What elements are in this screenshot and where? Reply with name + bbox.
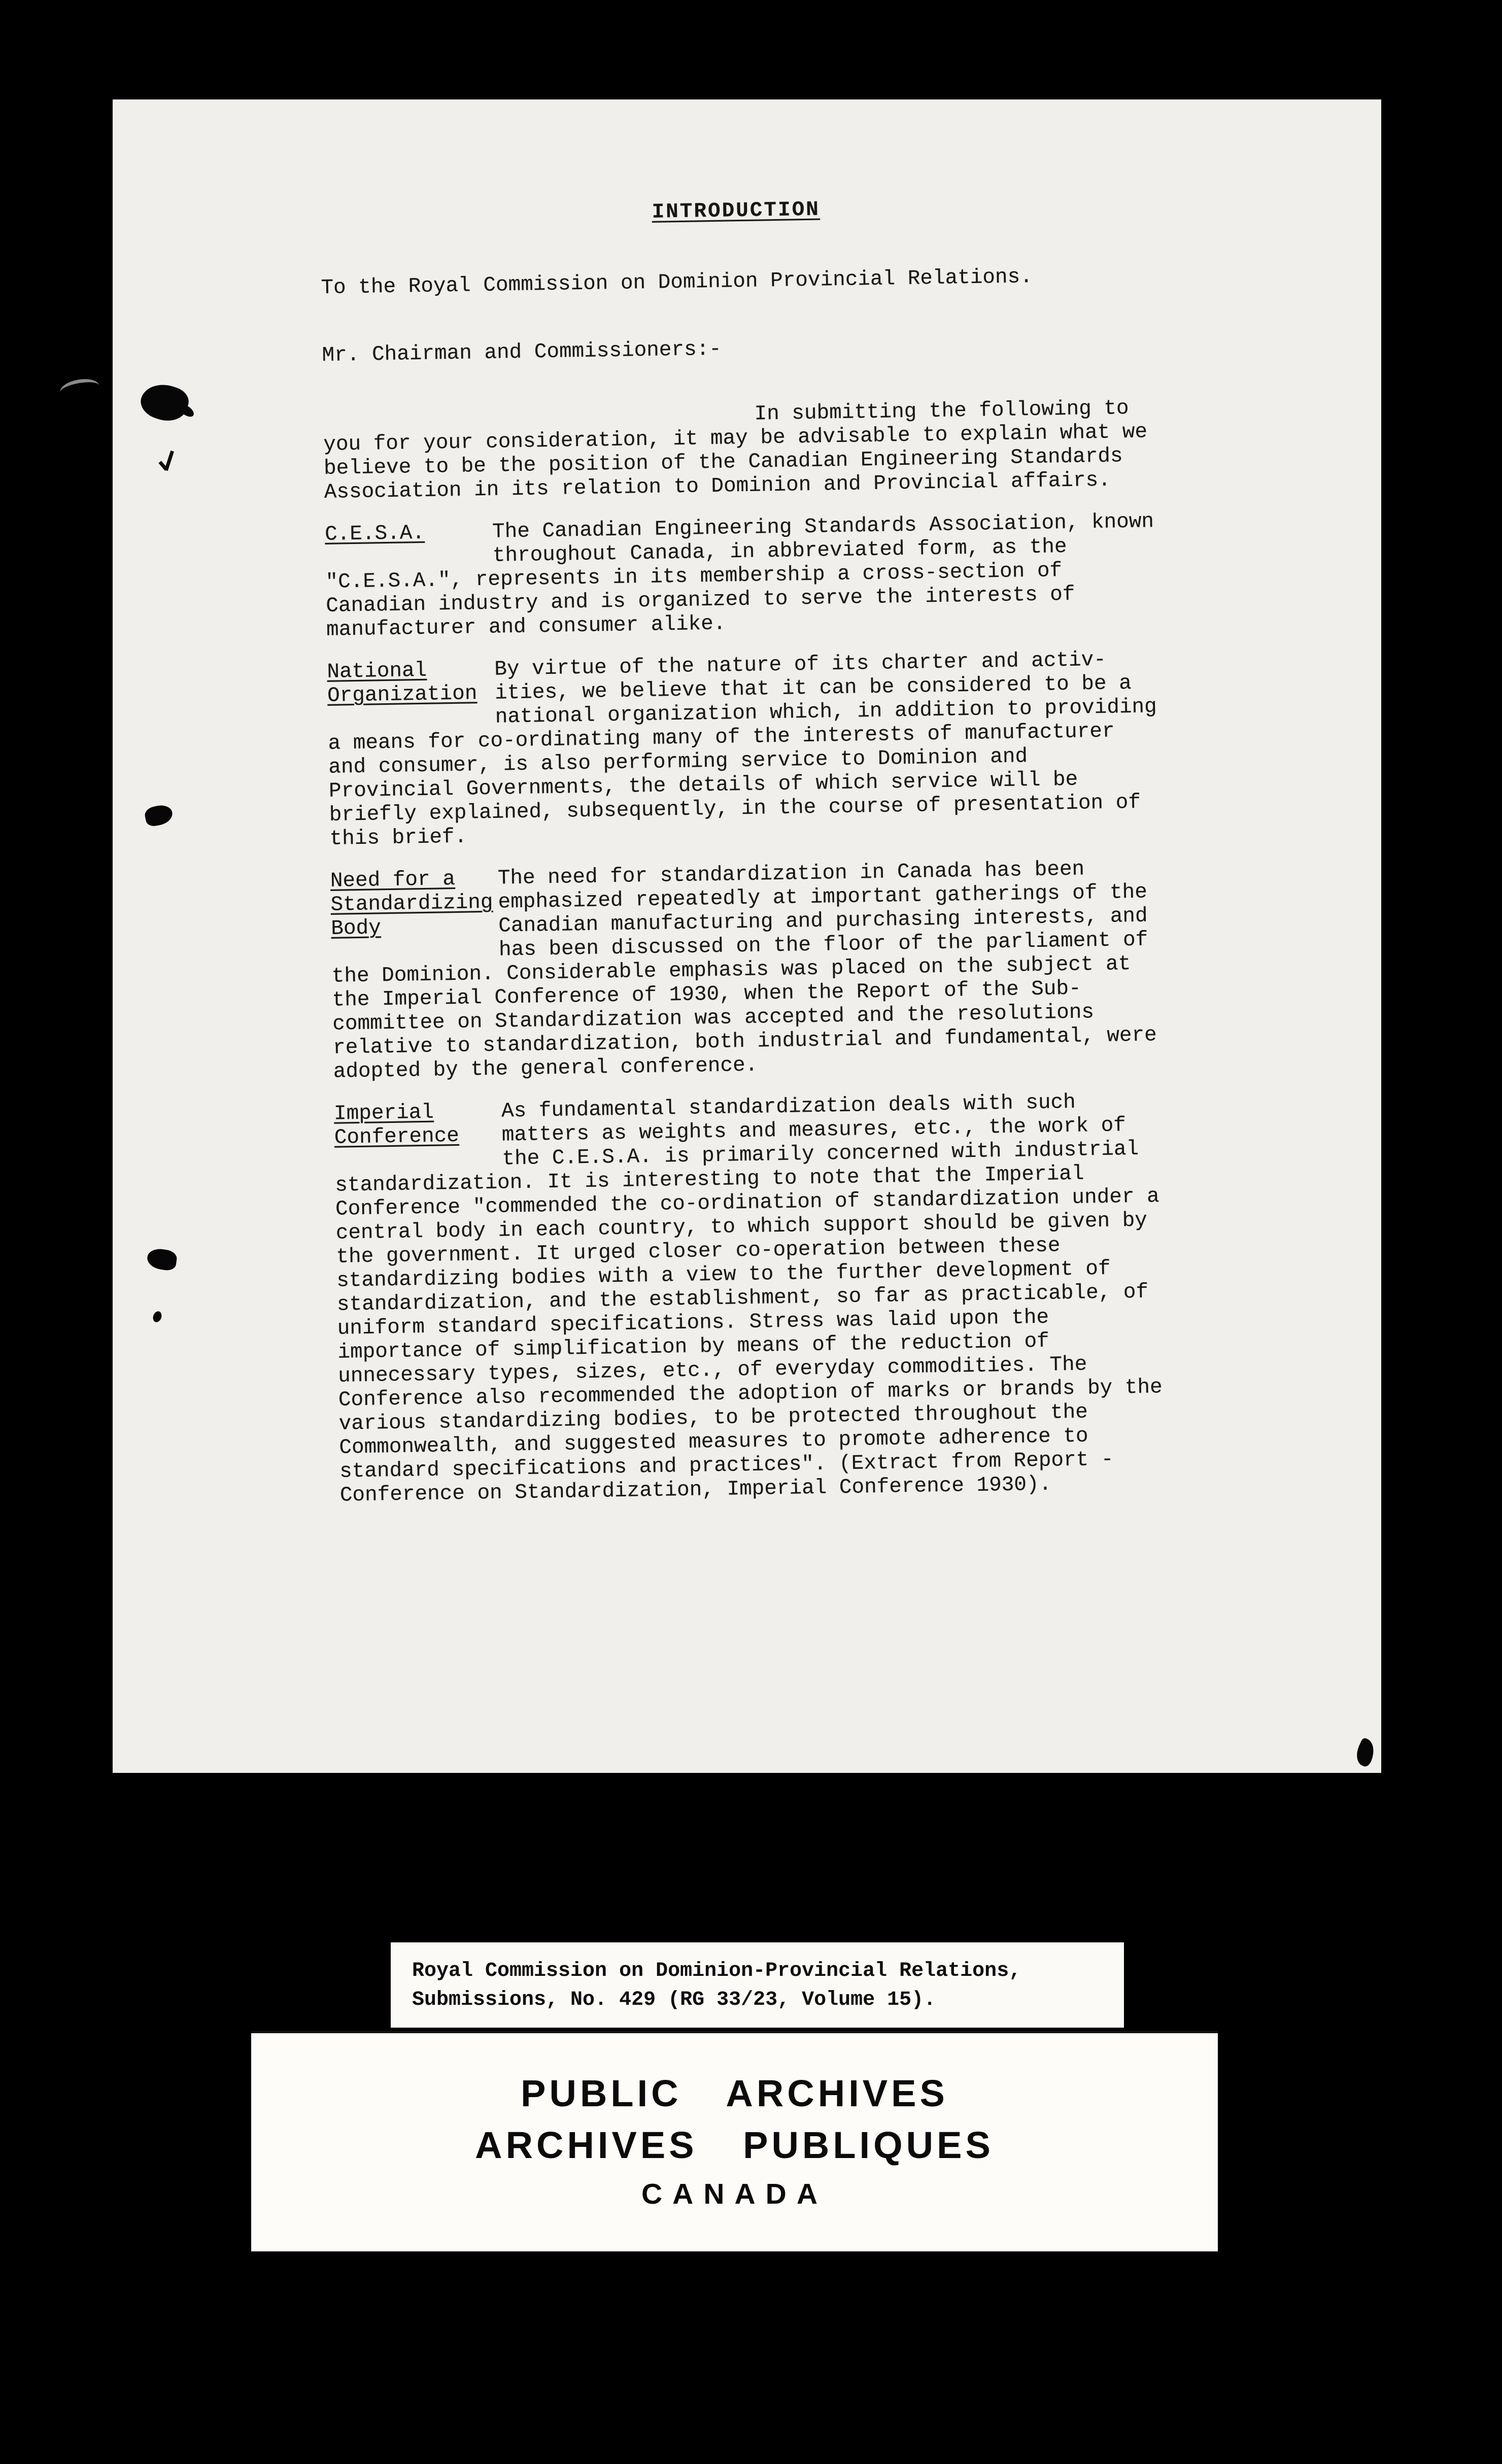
section-need-for-standardizing-body: [330, 857, 1166, 1084]
typed-content: [320, 193, 1173, 1526]
provenance-line-1: Royal Commission on Dominion-Provincial Relations,: [412, 1960, 1021, 1982]
section-body-imperial-conference: As fundamental standardization deals with such matters as weights and measures, etc., the work of the C.E.S.A. is primarily concerned with industrial standardization. It is interesting to note that the Imperial Conference "commended the co-ordination of standardization under a central body in each country, to which support should be given by the government. It urged closer co-operation between these standardizing bodies with a view to the further development of standardization, and the establishment, so far as practicable, of uniform standard specifications. Stress was laid upon the importance of simplification by means of the reduction of unnecessary types, sizes, etc., of everyday commodities. The Conference also recommended the adoption of marks or brands by the various standardizing bodies, to be protected throughout the Commonwealth, and suggested measures to promote adherence to standard specifications and practices". (Extract from Report - Conference on Standardization, Imperial Conference 1930).: [334, 1090, 1163, 1508]
section-heading-cesa: C.E.S.A.: [324, 521, 425, 546]
scan-artifact-corner-mark: [1352, 1737, 1379, 1768]
intro-paragraph: In submitting the following to you for your consideration, it may be advisable to explain what we believe to be the position of the Canadian Engineering Standards Association in its relation to Dominion and Provincial affairs.: [323, 397, 1148, 504]
section-heading-imperial-conference: Imperial Conference: [333, 1101, 460, 1150]
provenance-label: [391, 1942, 1124, 2028]
section-body-cesa: The Canadian Engineering Standards Association, known throughout Canada, in abbreviated form, as the "C.E.S.A.", represents in its membership a cross-section of Canadian industry and is organized to serve the interests of manufacturer and consumer alike.: [325, 510, 1154, 642]
archives-line-english: PUBLIC ARCHIVES: [521, 2072, 948, 2114]
archives-line-canada: CANADA: [641, 2178, 828, 2210]
section-heading-need-for-standardizing-body: Need for a Standardizing Body: [330, 867, 493, 941]
document-page: [113, 99, 1381, 1773]
section-body-national-organization: By virtue of the nature of its charter and activ-ities, we believe that it can be considered to be a national organization which, in addition to providing a means for co-ordinating many of the interests of manufacturer and consumer, is also performing service to Dominion and Provincial Governments, the details of which service will be briefly explained, subsequently, in the course of presentation of this brief.: [328, 648, 1157, 851]
archives-line-french: ARCHIVES PUBLIQUES: [475, 2124, 994, 2166]
document-title: INTRODUCTION: [652, 198, 821, 224]
scan-artifact-blob: [146, 1247, 178, 1272]
address-line: To the Royal Commission on Dominion Provincial Relations.: [321, 265, 1033, 300]
section-cesa: [325, 510, 1158, 642]
section-heading-national-organization: National Organization: [327, 659, 477, 708]
public-archives-label: [251, 2031, 1218, 2251]
scan-artifact-blob: [144, 803, 175, 828]
scan-artifact-curl: [58, 377, 100, 402]
salutation-line: Mr. Chairman and Commissioners:-: [322, 337, 722, 367]
scan-artifact-blob: [152, 1310, 163, 1323]
scan-artifact-blob: [136, 378, 192, 426]
checkmark-artifact: [159, 449, 180, 472]
section-national-organization: [327, 647, 1162, 851]
section-imperial-conference: [334, 1089, 1172, 1508]
section-body-need-for-standardizing-body: The need for standardization in Canada has been emphasized repeatedly at important gatherings of the Canadian manufacturing and purchasing interests, and has been discussed on the floor of the parliament of the Dominion. Considerable emphasis was placed on the subject at the Imperial Conference of 1930, when the Report of the Sub-committee on Standardization was accepted and the resolutions relative to standardization, both industrial and fundamental, were adopted by the general conference.: [331, 858, 1157, 1084]
provenance-line-2: Submissions, No. 429 (RG 33/23, Volume 15).: [412, 1989, 936, 2011]
